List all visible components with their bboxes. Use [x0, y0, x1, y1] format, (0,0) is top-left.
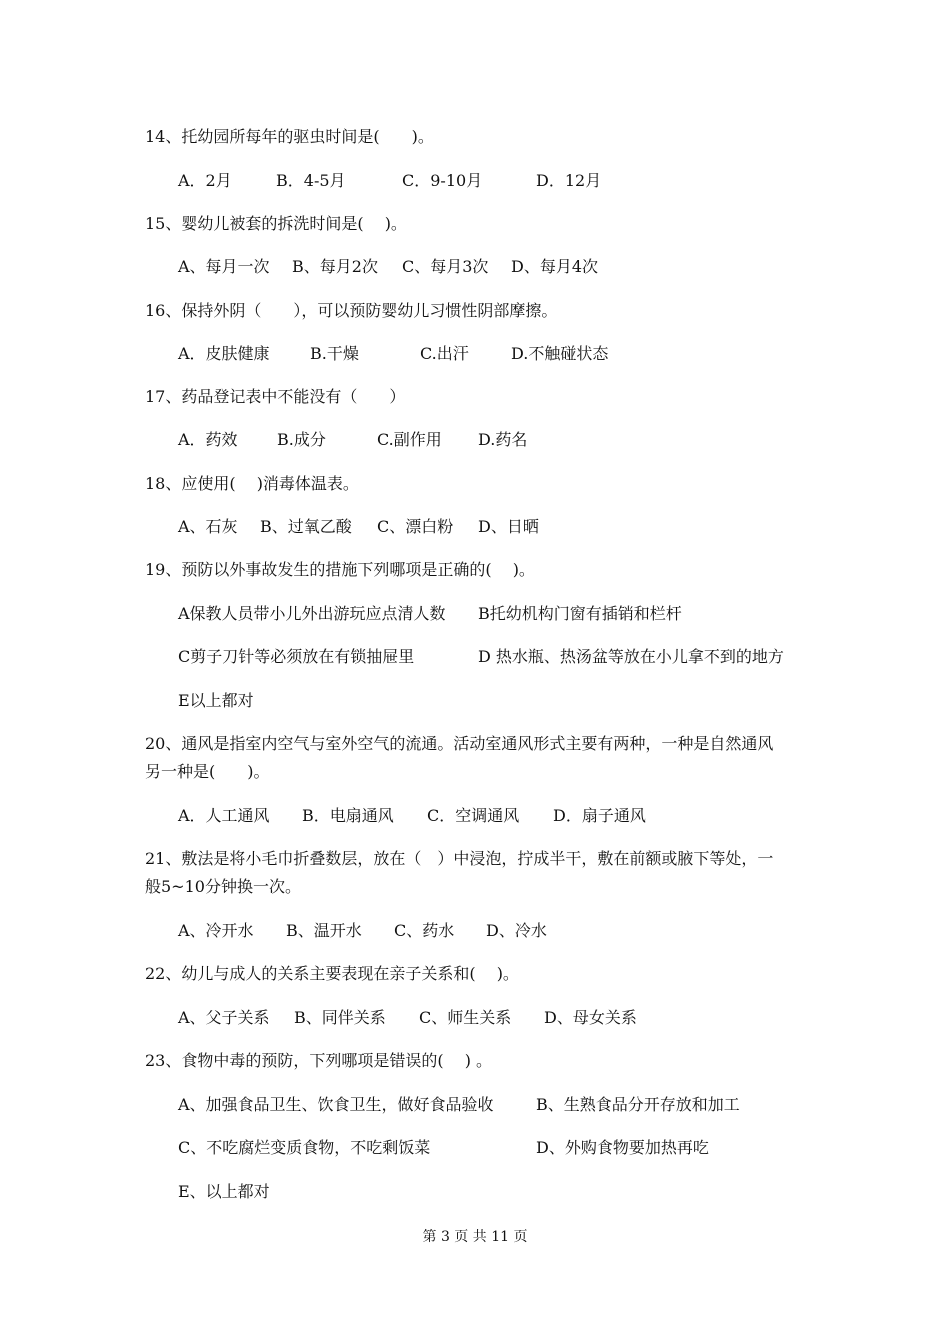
question-14-stem: 14、托幼园所每年的驱虫时间是( )。 [145, 127, 434, 146]
option-c: C、药水 [394, 921, 455, 940]
option-d: D、日晒 [478, 517, 539, 536]
option-a: A、父子关系 [178, 1008, 270, 1027]
option-e: E以上都对 [178, 691, 254, 710]
option-d: D、每月4次 [511, 257, 599, 276]
option-a: A、冷开水 [178, 921, 254, 940]
question-23-stem: 23、食物中毒的预防，下列哪项是错误的( ) 。 [145, 1051, 493, 1070]
question-20-stem-cont: 另一种是( )。 [145, 762, 270, 781]
question-18-stem: 18、应使用( )消毒体温表。 [145, 474, 359, 493]
option-d: D．扇子通风 [553, 806, 646, 825]
question-21-stem-cont: 般5~10分钟换一次。 [145, 877, 301, 896]
option-b: B、过氧乙酸 [260, 517, 352, 536]
option-b: B、生熟食品分开存放和加工 [536, 1095, 740, 1114]
option-b: B.干燥 [310, 344, 359, 363]
option-c: C、师生关系 [419, 1008, 512, 1027]
option-a: A、每月一次 [178, 257, 270, 276]
option-b: B．电扇通风 [302, 806, 394, 825]
option-d: D．12月 [536, 171, 602, 190]
option-a: A保教人员带小儿外出游玩应点清人数 [178, 604, 446, 623]
option-d: D、外购食物要加热再吃 [536, 1138, 709, 1157]
option-d: D.不触碰状态 [511, 344, 609, 363]
option-d: D 热水瓶、热汤盆等放在小儿拿不到的地方 [478, 647, 784, 666]
question-22-options [178, 1008, 878, 1028]
option-a: A．皮肤健康 [178, 344, 270, 363]
question-21-stem: 21、敷法是将小毛巾折叠数层，放在（ ）中浸泡，拧成半干，敷在前额或腋下等处，一 [145, 849, 774, 868]
option-b: B、同伴关系 [294, 1008, 386, 1027]
question-15-stem: 15、婴幼儿被套的拆洗时间是( )。 [145, 214, 407, 233]
option-c: C剪子刀针等必须放在有锁抽屉里 [178, 647, 415, 666]
option-b: B、每月2次 [292, 257, 378, 276]
question-19-stem: 19、预防以外事故发生的措施下列哪项是正确的( )。 [145, 560, 535, 579]
question-16-options [178, 344, 878, 364]
option-e: E、以上都对 [178, 1182, 270, 1201]
question-14-options [178, 171, 878, 191]
question-23-options-row1 [178, 1095, 878, 1115]
question-20-options [178, 806, 878, 826]
option-d: D、冷水 [486, 921, 547, 940]
question-22-stem: 22、幼儿与成人的关系主要表现在亲子关系和( )。 [145, 964, 519, 983]
option-c: C、漂白粉 [377, 517, 454, 536]
question-20-stem: 20、通风是指室内空气与室外空气的流通。活动室通风形式主要有两种，一种是自然通风 [145, 734, 774, 753]
option-d: D、母女关系 [544, 1008, 637, 1027]
question-21-options [178, 921, 878, 941]
page-footer: 第 3 页 共 11 页 [422, 1229, 528, 1245]
option-a: A．2月 [178, 171, 232, 190]
question-17-stem: 17、药品登记表中不能没有（ ） [145, 387, 406, 406]
option-c: C、不吃腐烂变质食物，不吃剩饭菜 [178, 1138, 431, 1157]
option-a: A、石灰 [178, 517, 238, 536]
question-23-options-row2 [178, 1138, 878, 1158]
option-a: A．药效 [178, 430, 238, 449]
question-19-options-row1 [178, 604, 878, 624]
question-17-options [178, 430, 878, 450]
option-c: C．9-10月 [402, 171, 483, 190]
option-c: C、每月3次 [402, 257, 489, 276]
question-19-options-row2 [178, 647, 878, 667]
option-c: C．空调通风 [427, 806, 520, 825]
option-b: B．4-5月 [276, 171, 346, 190]
option-a: A、加强食品卫生、饮食卫生，做好食品验收 [178, 1095, 494, 1114]
question-16-stem: 16、保持外阴（ ），可以预防婴幼儿习惯性阴部摩擦。 [145, 301, 558, 320]
question-15-options [178, 257, 878, 277]
option-b: B、温开水 [286, 921, 362, 940]
option-a: A．人工通风 [178, 806, 270, 825]
option-b: B托幼机构门窗有插销和栏杆 [478, 604, 682, 623]
option-c: C.出汗 [420, 344, 469, 363]
question-18-options [178, 517, 878, 537]
option-d: D.药名 [478, 430, 528, 449]
option-b: B.成分 [277, 430, 326, 449]
option-c: C.副作用 [377, 430, 442, 449]
